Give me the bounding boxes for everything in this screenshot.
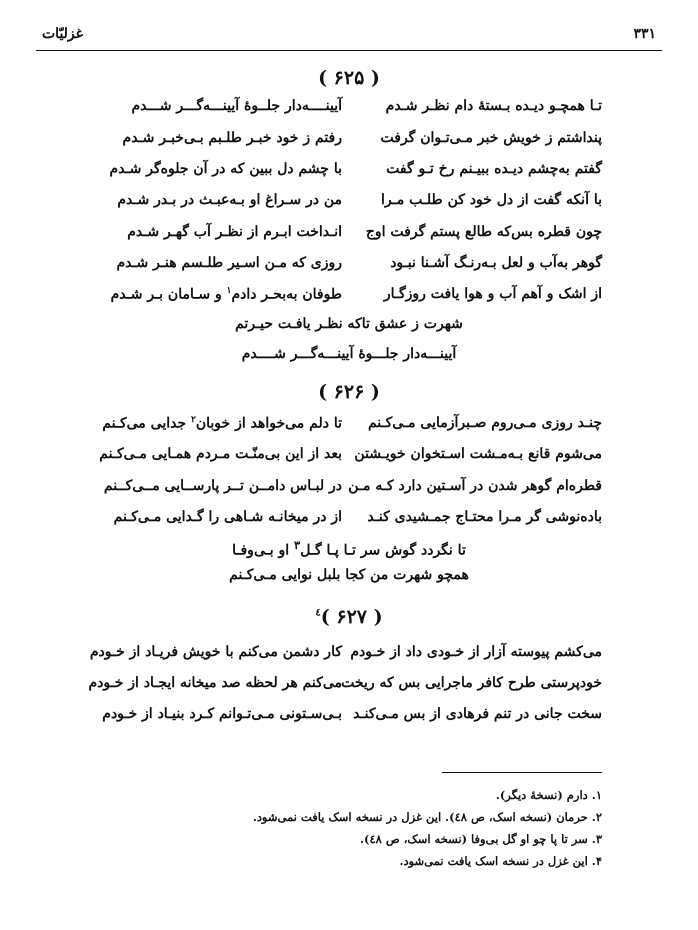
misra-first: می‌شوم قانع بـه‌مـشت اسـتخوان خویـشتن [354, 446, 602, 462]
footnote-rule [442, 772, 602, 773]
misra-first: پنداشتم ز خویش خبر مـی‌تـوان گرفت [380, 130, 602, 146]
closing-line [0, 538, 698, 559]
misra-fn-head: طوفان به‌بحـر دادم [231, 286, 342, 303]
couplet [0, 644, 698, 664]
couplet [0, 224, 698, 244]
couplet [0, 255, 698, 275]
misra-first: گوهر به‌آب و لعل بـه‌رنـگ آشـنا نبـود [390, 255, 602, 271]
misra-first: از اشک و آهم آب و هوا یافت روزگـار [383, 286, 602, 302]
couplet [0, 446, 698, 466]
footnote-ref: ۲ [191, 415, 196, 425]
footnote: ۲. حرمان (نسخه اسک، ص ٤٨). این غزل در نسخه اسک یافت نمی‌شود. [252, 810, 602, 824]
misra-second: آیینــــه‌دار جلــوهٔ آیینـــه‌گـــر شـــدم [131, 98, 342, 114]
closing-line: آیینـــه‌دار جلـــوهٔ آیینـــه‌گـــر شــــدم [241, 346, 457, 362]
couplet [0, 478, 698, 498]
footnote-ref: ٤ [315, 607, 321, 619]
closing-fn-head: تا نگردد گوش سر تـا پـا گـل [300, 542, 466, 559]
ghazal-title [0, 381, 698, 403]
misra-second: از در میخانـه شـاهی را گـدایی مـی‌کـنم [113, 509, 342, 525]
misra-second: بعد از این بی‌منّـت مـردم همـایی مـی‌کـنم [99, 446, 342, 462]
ghazal-title [0, 67, 698, 89]
misra-fn-tail: و سـامان بـر شـدم [110, 286, 227, 303]
couplet [0, 675, 698, 695]
ghazal-title-text: ( ۶۲۷ ) [320, 606, 383, 628]
misra-second [102, 415, 342, 432]
couplet [0, 509, 698, 529]
misra-first: قطره‌ام گوهر شدن در آسـتین دارد کـه مـن [348, 478, 602, 494]
misra-second: کار دشمن می‌کنم با خویش فریـاد از خـودم [89, 644, 342, 660]
couplet [0, 130, 698, 150]
misra-second [111, 286, 342, 303]
couplet [0, 415, 698, 435]
misra-second: بـی‌سـتونی مـی‌تـوانم کـرد بنیـاد از خـودم [102, 706, 342, 722]
ghazal-title-text: ( ۶۲۶ ) [318, 381, 380, 403]
misra-first: باده‌نوشی گر مـرا محتـاج جمـشیدی کنـد [367, 509, 602, 525]
ghazal-title [0, 606, 698, 628]
misra-second: انـداخت ابـرم از نظـر آب گهـر شـدم [127, 224, 342, 240]
couplet [0, 192, 698, 212]
misra-first: چنـد روزی مـی‌روم صـبرآزمایی مـی‌کـنم [367, 415, 602, 431]
header-rule [36, 50, 662, 51]
closing-fn-tail: او بـی‌وفـا [232, 542, 295, 559]
misra-second: روزی که مـن اسـیر طلـسم هنـر شـدم [116, 255, 342, 271]
closing-line: شهرت ز عشق تاکه نظـر یافـت حیـرتم [235, 316, 463, 332]
couplet [0, 706, 698, 726]
footnote-ref: ۳ [294, 538, 301, 552]
misra-first: تـا همچـو دیـده بـستهٔ دام نظـر شـدم [385, 98, 602, 114]
footnote: ۳. سر تا پا چو او گل بی‌وفا (نسخه اسک، ص ٤٨). [360, 832, 602, 846]
misra-first: چون قطره بس‌که طالع پستم گرفت اوج [365, 224, 602, 240]
footnote: ۱. دارم (نسخهٔ دیگر). [495, 788, 602, 802]
footnote-ref: ۱ [226, 286, 232, 296]
misra-first: سخت جانی در تنم فرهادی از بس مـی‌کنـد [353, 706, 602, 722]
footnote: ۴. این غزل در نسخه اسک یافت نمی‌شود. [399, 854, 602, 868]
page-number: ۳۳۱ [633, 26, 656, 42]
couplet [0, 161, 698, 181]
misra-first: می‌کشم پیوسته آزار از خـودی داد از خـودم [350, 644, 602, 660]
misra-second: با چشم دل ببین که در آن جلوه‌گر شـدم [109, 161, 342, 177]
misra-second: رفتم ز خود خبـر طلـبم بـی‌خبـر شـدم [122, 130, 342, 146]
ghazal-title-text: ( ۶۲۵ ) [318, 67, 380, 89]
closing-line: همچو شهرت من کجا بلبل نوایی مـی‌کـنم [229, 567, 469, 583]
running-head-section: غزلیّات [42, 26, 83, 42]
misra-first: گفتم به‌چشم دیـده ببیـنم رخ تـو گفت [386, 161, 602, 177]
couplet [0, 286, 698, 306]
misra-first: با آنکه گفت از دل خود کن طلـب مـرا [380, 192, 602, 208]
misra-first: خودپرستی طرح کافر ماجرایی بس که ریخت [341, 675, 602, 691]
couplet [0, 98, 698, 118]
misra-second: می‌کنم هر لحظه صد میخانه ایجـاد از خـودم [88, 675, 342, 691]
misra-fn-tail: جدایی می‌کـنم [102, 415, 192, 432]
misra-second: در لبـاس دامــن تــر پارســایی مــی‌کــنم [103, 478, 342, 494]
misra-fn-head: تا دلم می‌خواهد از خوبان [195, 415, 342, 432]
misra-second: من در سـراغ او بـه‌عبـث در بـدر شـدم [117, 192, 342, 208]
